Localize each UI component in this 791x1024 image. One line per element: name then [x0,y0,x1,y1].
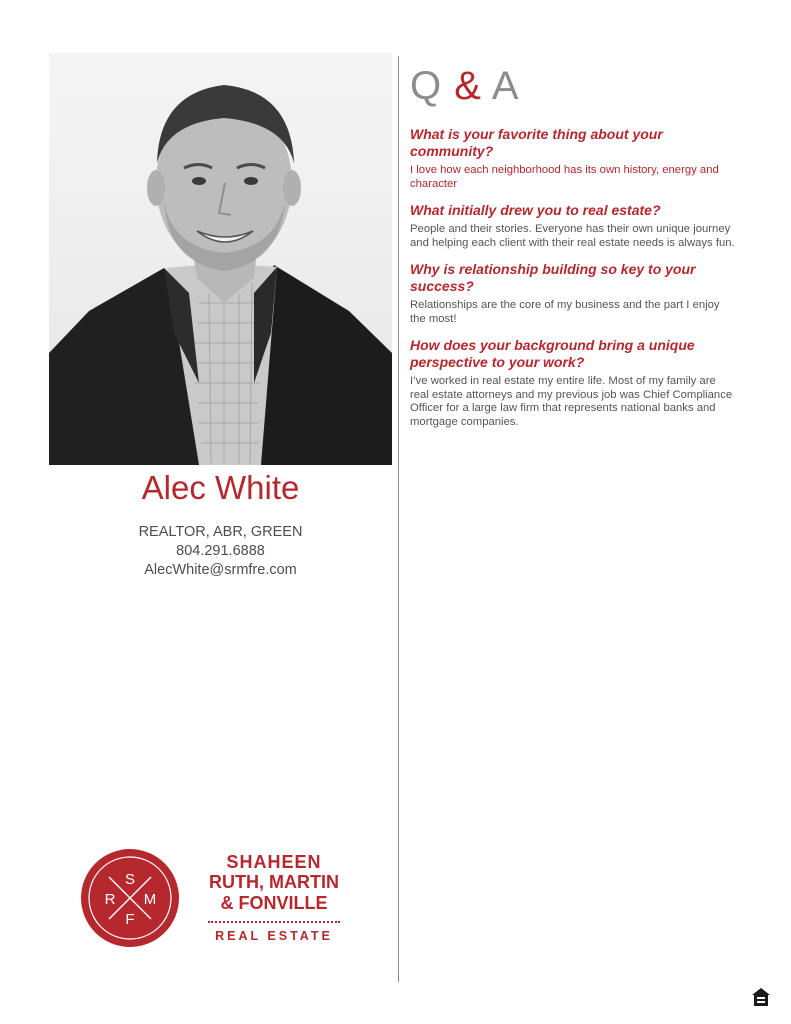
qa-heading-q: Q [410,64,443,108]
qa-answer: Relationships are the core of my business and the part I enjoy the most! [410,299,720,325]
agent-contact [49,523,392,580]
brand-line-3: & FONVILLE [220,893,328,913]
qa-answer: I love how each neighborhood has its own history, energy and character [410,164,719,190]
qa-item [410,202,735,250]
qa-heading-a: A [491,64,520,108]
qa-heading-amp: & [454,64,482,108]
equal-housing-opportunity-icon [750,986,772,1008]
brand-wordmark [190,852,358,943]
qa-question: What initially drew you to real estate? [410,202,661,218]
brand-line-1: SHAHEEN [226,852,322,872]
brand-line-2: RUTH, MARTIN [209,872,339,892]
agent-portrait-photo [49,53,392,465]
logo-letter-s: S [124,871,136,888]
brand-dotted-rule [208,921,340,923]
qa-question: What is your favorite thing about your community? [410,126,663,159]
logo-letter-r: R [104,891,116,908]
qa-answer: I’ve worked in real estate my entire life. Most of my family are real estate attorneys and my previous job was Chief Compliance Officer for a large law firm that represents national banks and mortgage companies. [410,375,733,428]
qa-answer: People and their stories. Everyone has their own unique journey and helping each client with their real estate needs is always fun. [410,223,735,249]
agent-name: Alec White [141,469,300,506]
qa-heading [410,62,520,110]
logo-letter-m: M [143,891,157,908]
agent-title: REALTOR, ABR, GREEN [138,524,303,540]
qa-item [410,261,735,326]
qa-question: How does your background bring a unique perspective to your work? [410,337,695,370]
brand-tagline: REAL ESTATE [215,929,333,943]
qa-question: Why is relationship building so key to your success? [410,261,696,294]
qa-item [410,126,735,191]
qa-item [410,337,735,429]
logo-letter-f: F [125,911,135,928]
agent-phone[interactable]: 804.291.6888 [176,543,265,559]
qa-list [410,126,735,440]
column-divider [398,56,399,982]
agent-email[interactable]: AlecWhite@srmfre.com [144,562,297,578]
